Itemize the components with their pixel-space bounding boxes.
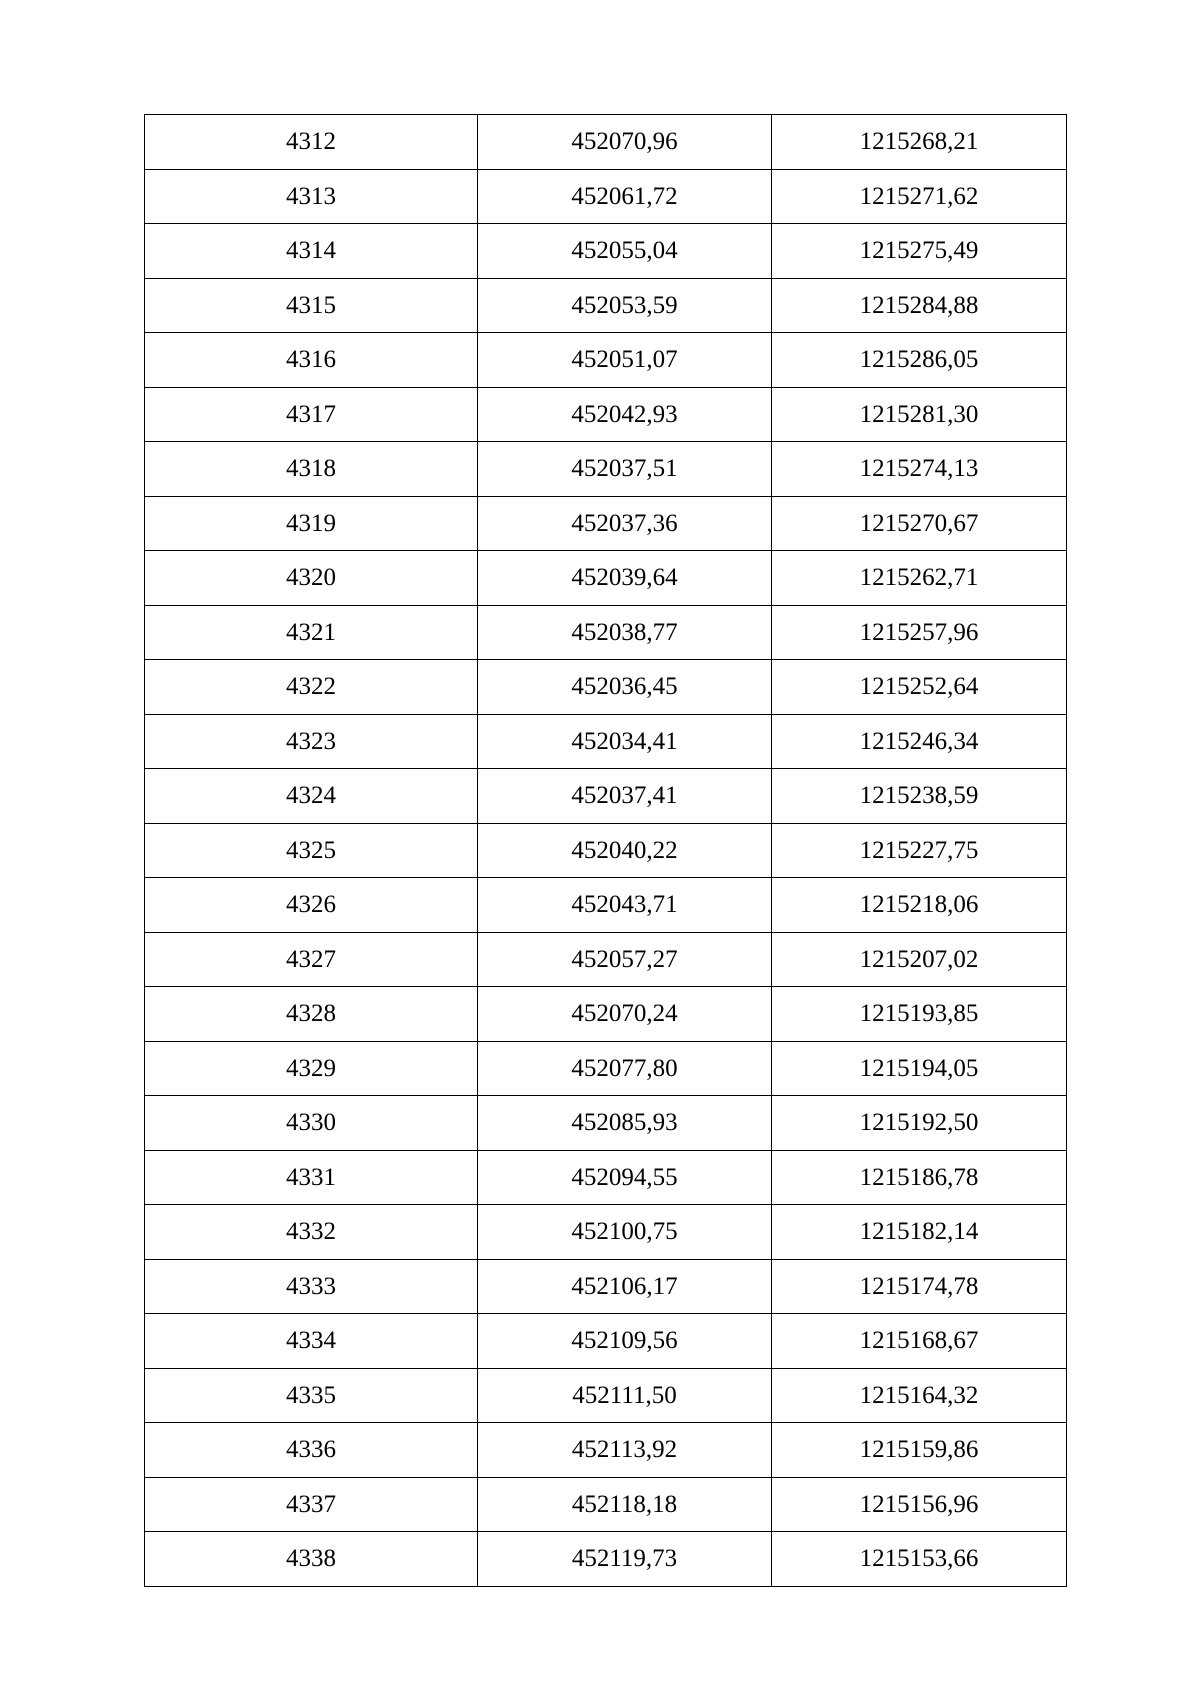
x-coordinate-cell: 452070,24	[478, 987, 772, 1042]
x-coordinate-cell: 452051,07	[478, 333, 772, 388]
point-number-cell: 4328	[145, 987, 478, 1042]
x-coordinate-cell: 452106,17	[478, 1259, 772, 1314]
point-number-cell: 4313	[145, 169, 478, 224]
table-row	[145, 1477, 1067, 1532]
point-number-cell: 4333	[145, 1259, 478, 1314]
point-number-cell: 4326	[145, 878, 478, 933]
x-coordinate-cell: 452038,77	[478, 605, 772, 660]
point-number-cell: 4320	[145, 551, 478, 606]
x-coordinate-cell: 452037,51	[478, 442, 772, 497]
point-number-cell: 4321	[145, 605, 478, 660]
table-row	[145, 387, 1067, 442]
table-row	[145, 1096, 1067, 1151]
y-coordinate-cell: 1215252,64	[772, 660, 1067, 715]
point-number-cell: 4338	[145, 1532, 478, 1587]
coordinates-table	[144, 114, 1067, 1587]
point-number-cell: 4336	[145, 1423, 478, 1478]
x-coordinate-cell: 452100,75	[478, 1205, 772, 1260]
y-coordinate-cell: 1215193,85	[772, 987, 1067, 1042]
table-row	[145, 1041, 1067, 1096]
point-number-cell: 4317	[145, 387, 478, 442]
table-row	[145, 224, 1067, 279]
point-number-cell: 4316	[145, 333, 478, 388]
coordinates-table-body	[145, 115, 1067, 1587]
x-coordinate-cell: 452057,27	[478, 932, 772, 987]
table-row	[145, 932, 1067, 987]
y-coordinate-cell: 1215174,78	[772, 1259, 1067, 1314]
point-number-cell: 4314	[145, 224, 478, 279]
y-coordinate-cell: 1215284,88	[772, 278, 1067, 333]
x-coordinate-cell: 452055,04	[478, 224, 772, 279]
table-row	[145, 169, 1067, 224]
x-coordinate-cell: 452039,64	[478, 551, 772, 606]
y-coordinate-cell: 1215262,71	[772, 551, 1067, 606]
x-coordinate-cell: 452061,72	[478, 169, 772, 224]
point-number-cell: 4337	[145, 1477, 478, 1532]
x-coordinate-cell: 452034,41	[478, 714, 772, 769]
point-number-cell: 4335	[145, 1368, 478, 1423]
point-number-cell: 4330	[145, 1096, 478, 1151]
table-row	[145, 1205, 1067, 1260]
y-coordinate-cell: 1215164,32	[772, 1368, 1067, 1423]
x-coordinate-cell: 452111,50	[478, 1368, 772, 1423]
y-coordinate-cell: 1215238,59	[772, 769, 1067, 824]
y-coordinate-cell: 1215168,67	[772, 1314, 1067, 1369]
table-row	[145, 496, 1067, 551]
table-row	[145, 1368, 1067, 1423]
x-coordinate-cell: 452119,73	[478, 1532, 772, 1587]
table-row	[145, 769, 1067, 824]
point-number-cell: 4324	[145, 769, 478, 824]
table-row	[145, 1423, 1067, 1478]
table-row	[145, 660, 1067, 715]
x-coordinate-cell: 452043,71	[478, 878, 772, 933]
y-coordinate-cell: 1215271,62	[772, 169, 1067, 224]
point-number-cell: 4327	[145, 932, 478, 987]
x-coordinate-cell: 452113,92	[478, 1423, 772, 1478]
x-coordinate-cell: 452109,56	[478, 1314, 772, 1369]
y-coordinate-cell: 1215275,49	[772, 224, 1067, 279]
table-row	[145, 987, 1067, 1042]
point-number-cell: 4325	[145, 823, 478, 878]
x-coordinate-cell: 452094,55	[478, 1150, 772, 1205]
table-row	[145, 878, 1067, 933]
table-row	[145, 1532, 1067, 1587]
y-coordinate-cell: 1215257,96	[772, 605, 1067, 660]
table-row	[145, 442, 1067, 497]
x-coordinate-cell: 452077,80	[478, 1041, 772, 1096]
y-coordinate-cell: 1215207,02	[772, 932, 1067, 987]
point-number-cell: 4332	[145, 1205, 478, 1260]
x-coordinate-cell: 452070,96	[478, 115, 772, 170]
point-number-cell: 4318	[145, 442, 478, 497]
point-number-cell: 4322	[145, 660, 478, 715]
y-coordinate-cell: 1215156,96	[772, 1477, 1067, 1532]
y-coordinate-cell: 1215281,30	[772, 387, 1067, 442]
y-coordinate-cell: 1215227,75	[772, 823, 1067, 878]
table-row	[145, 714, 1067, 769]
y-coordinate-cell: 1215270,67	[772, 496, 1067, 551]
table-row	[145, 115, 1067, 170]
x-coordinate-cell: 452037,41	[478, 769, 772, 824]
table-row	[145, 605, 1067, 660]
y-coordinate-cell: 1215268,21	[772, 115, 1067, 170]
y-coordinate-cell: 1215286,05	[772, 333, 1067, 388]
y-coordinate-cell: 1215153,66	[772, 1532, 1067, 1587]
x-coordinate-cell: 452036,45	[478, 660, 772, 715]
table-row	[145, 823, 1067, 878]
y-coordinate-cell: 1215192,50	[772, 1096, 1067, 1151]
y-coordinate-cell: 1215246,34	[772, 714, 1067, 769]
table-row	[145, 551, 1067, 606]
table-row	[145, 278, 1067, 333]
table-row	[145, 1150, 1067, 1205]
y-coordinate-cell: 1215186,78	[772, 1150, 1067, 1205]
x-coordinate-cell: 452042,93	[478, 387, 772, 442]
x-coordinate-cell: 452085,93	[478, 1096, 772, 1151]
table-row	[145, 1314, 1067, 1369]
point-number-cell: 4334	[145, 1314, 478, 1369]
table-row	[145, 333, 1067, 388]
table-row	[145, 1259, 1067, 1314]
point-number-cell: 4315	[145, 278, 478, 333]
x-coordinate-cell: 452053,59	[478, 278, 772, 333]
point-number-cell: 4312	[145, 115, 478, 170]
x-coordinate-cell: 452037,36	[478, 496, 772, 551]
point-number-cell: 4323	[145, 714, 478, 769]
point-number-cell: 4329	[145, 1041, 478, 1096]
point-number-cell: 4331	[145, 1150, 478, 1205]
y-coordinate-cell: 1215182,14	[772, 1205, 1067, 1260]
y-coordinate-cell: 1215274,13	[772, 442, 1067, 497]
y-coordinate-cell: 1215159,86	[772, 1423, 1067, 1478]
point-number-cell: 4319	[145, 496, 478, 551]
x-coordinate-cell: 452040,22	[478, 823, 772, 878]
x-coordinate-cell: 452118,18	[478, 1477, 772, 1532]
y-coordinate-cell: 1215194,05	[772, 1041, 1067, 1096]
y-coordinate-cell: 1215218,06	[772, 878, 1067, 933]
